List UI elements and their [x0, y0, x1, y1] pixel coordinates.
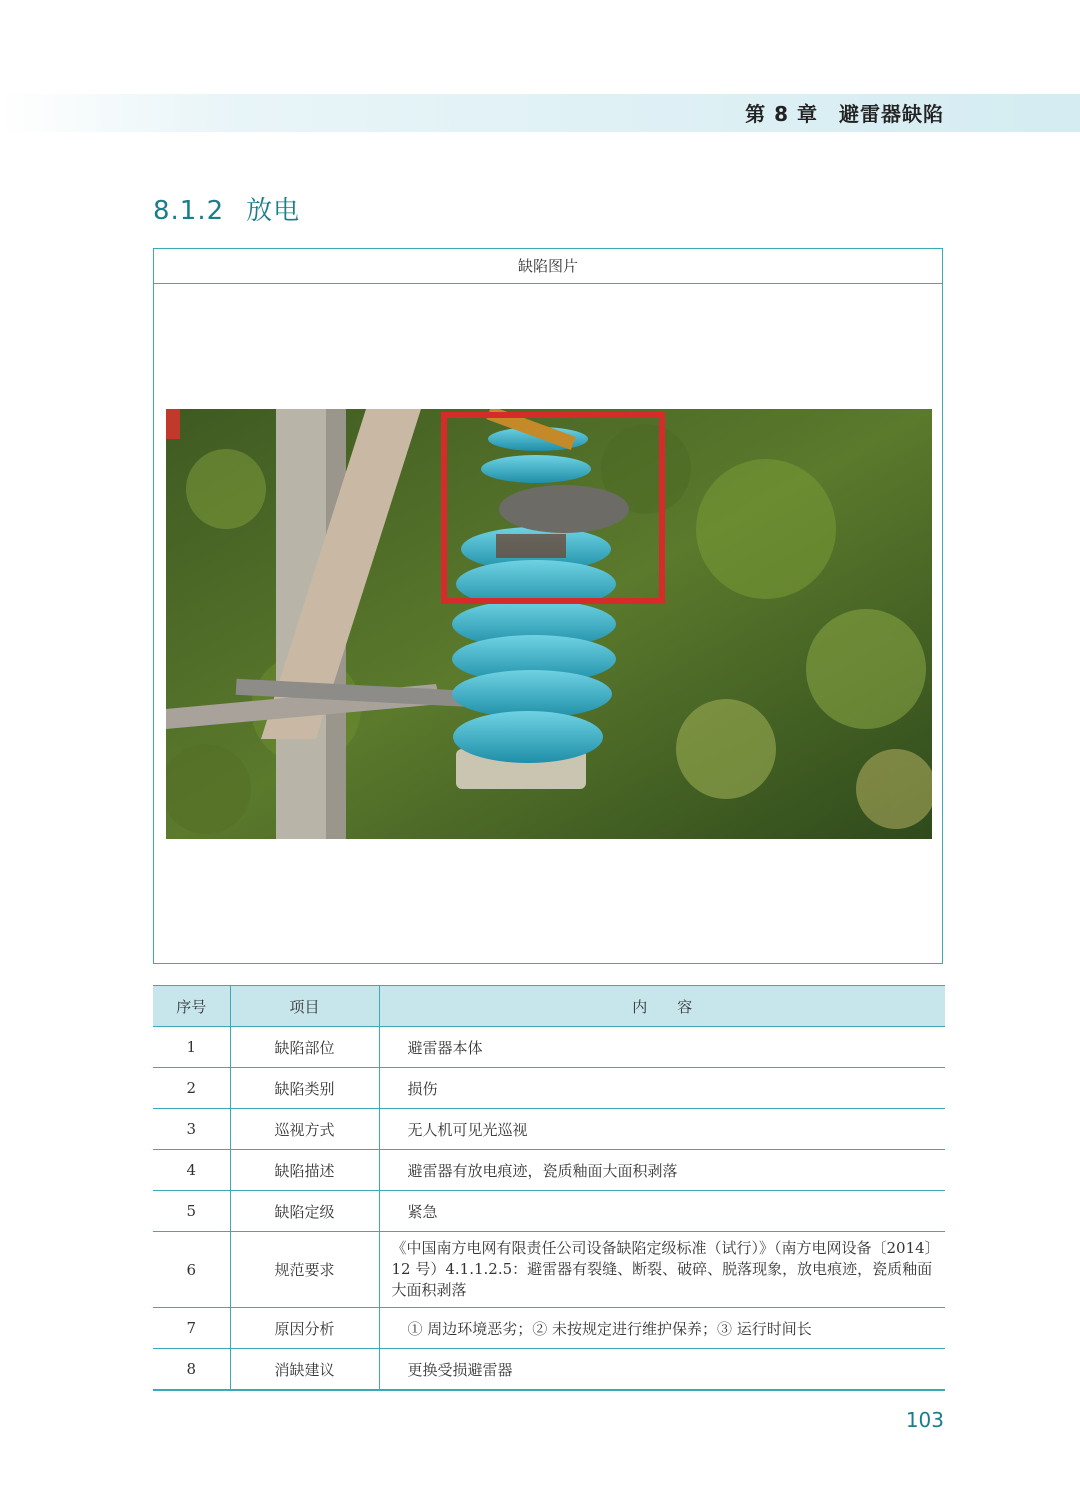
arrester-cap — [499, 485, 629, 533]
row-item: 缺陷描述 — [230, 1150, 379, 1191]
row-content: 避雷器本体 — [379, 1027, 945, 1068]
row-no: 4 — [153, 1150, 230, 1191]
row-no: 8 — [153, 1349, 230, 1391]
row-content: ① 周边环境恶劣；② 未按规定进行维护保养；③ 运行时间长 — [379, 1308, 945, 1349]
table-header-row — [153, 986, 945, 1027]
row-item: 缺陷部位 — [230, 1027, 379, 1068]
row-no: 7 — [153, 1308, 230, 1349]
row-content: 紧急 — [379, 1191, 945, 1232]
row-no: 2 — [153, 1068, 230, 1109]
table-row — [153, 1109, 945, 1150]
row-item: 原因分析 — [230, 1308, 379, 1349]
col-header-content: 内 容 — [379, 986, 945, 1027]
photo-caption: 缺陷图片 — [154, 249, 942, 284]
table-row — [153, 1191, 945, 1232]
row-content: 更换受损避雷器 — [379, 1349, 945, 1391]
row-item: 消缺建议 — [230, 1349, 379, 1391]
row-no: 5 — [153, 1191, 230, 1232]
defect-photo-panel — [153, 248, 943, 964]
table-row — [153, 1150, 945, 1191]
row-no: 1 — [153, 1027, 230, 1068]
row-no: 3 — [153, 1109, 230, 1150]
table-row — [153, 1308, 945, 1349]
table-row — [153, 1349, 945, 1391]
table-row — [153, 1027, 945, 1068]
row-item: 缺陷定级 — [230, 1191, 379, 1232]
chapter-title: 第 8 章 避雷器缺陷 — [745, 102, 944, 126]
section-number: 8.1.2 — [153, 196, 225, 226]
table-row — [153, 1068, 945, 1109]
defect-spec-table — [153, 985, 945, 1391]
col-header-item: 项目 — [230, 986, 379, 1027]
defect-photo — [166, 409, 932, 839]
col-header-no: 序号 — [153, 986, 230, 1027]
burn-mark — [496, 534, 566, 558]
page-number: 103 — [905, 1408, 944, 1432]
row-item: 缺陷类别 — [230, 1068, 379, 1109]
row-content: 避雷器有放电痕迹，瓷质釉面大面积剥落 — [379, 1150, 945, 1191]
row-item: 巡视方式 — [230, 1109, 379, 1150]
row-content: 无人机可见光巡视 — [379, 1109, 945, 1150]
row-content: 损伤 — [379, 1068, 945, 1109]
section-title — [153, 190, 300, 227]
section-name: 放电 — [246, 196, 301, 226]
table-row — [153, 1232, 945, 1308]
red-flag — [166, 409, 180, 439]
row-content: 《中国南方电网有限责任公司设备缺陷定级标准（试行）》（南方电网设备〔2014〕12 号）4.1.1.2.5：避雷器有裂缝、断裂、破碎、脱落现象，放电痕迹，瓷质釉面大面积剥落 — [379, 1232, 945, 1308]
row-item: 规范要求 — [230, 1232, 379, 1308]
row-no: 6 — [153, 1232, 230, 1308]
